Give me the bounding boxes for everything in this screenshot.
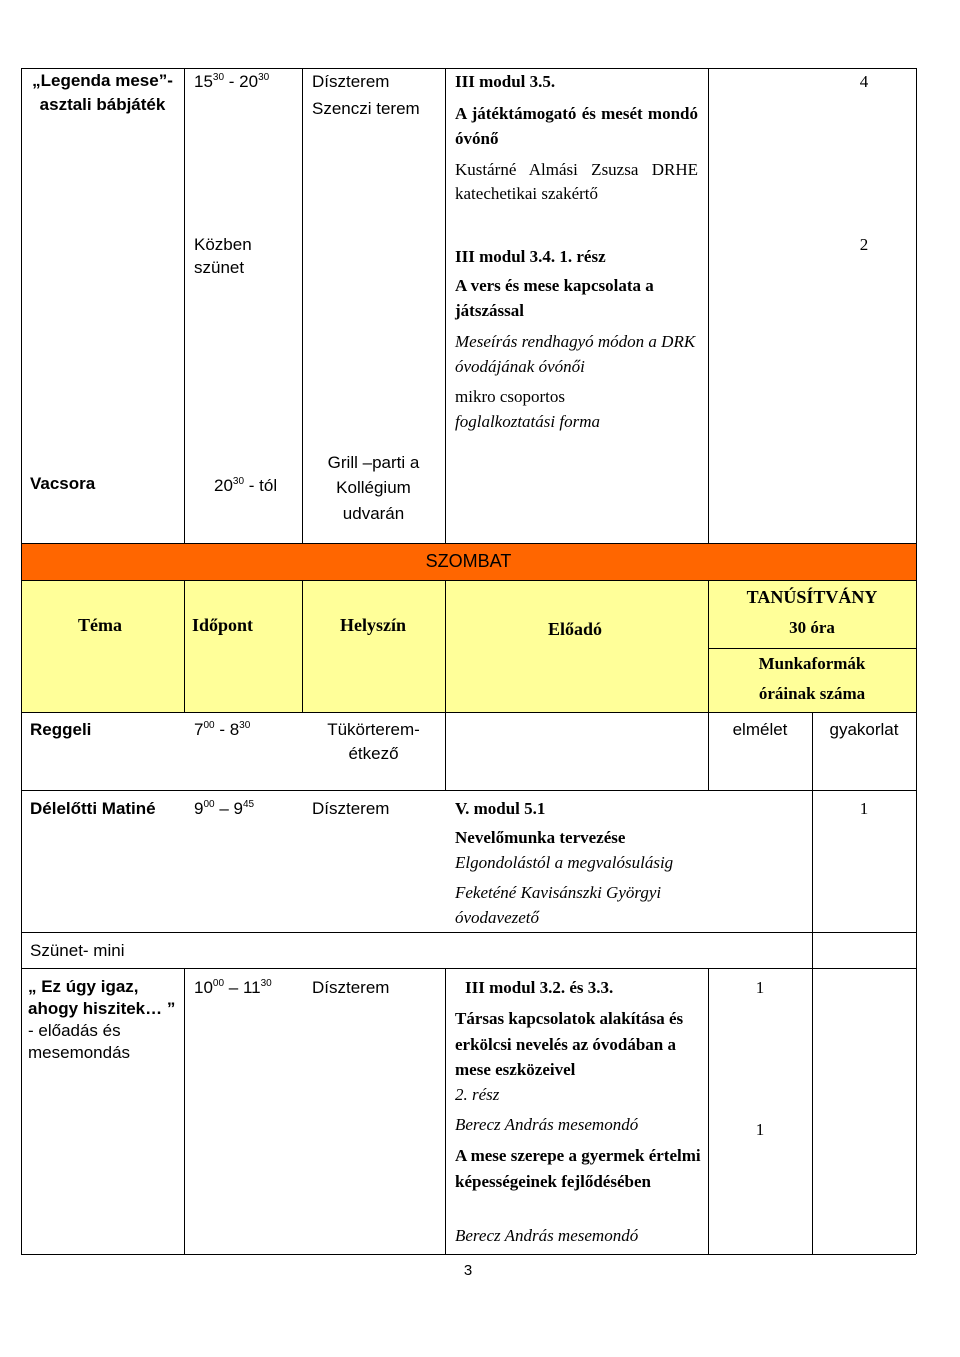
page-number: 3 <box>463 1262 473 1279</box>
row1-time: $15^{30} - 20^{30}$ <box>194 72 270 91</box>
matine-module: V. modul 5.1 <box>455 799 546 818</box>
reggeli-tema: Reggeli <box>30 720 92 739</box>
table-left-border <box>21 68 22 1254</box>
matine-time: $9^{00} - 9^{45}$ <box>194 799 255 818</box>
reggeli-time: $7^{00} - 8^{30}$ <box>194 720 251 739</box>
row2-hours: 2 <box>859 235 869 254</box>
col-divider <box>302 580 303 712</box>
last-time: $10^{00} - 11^{30}$ <box>194 978 272 997</box>
col-divider <box>445 68 446 543</box>
row3-place-2: Kollégium <box>336 478 411 497</box>
row3-time: $20^{30}$ - tól <box>214 476 278 495</box>
row-divider <box>21 712 916 713</box>
header-cert: TANÚSÍTVÁNY <box>746 587 878 607</box>
row-divider <box>21 968 916 969</box>
reggeli-place-1: Tükörterem- <box>327 720 420 739</box>
reggeli-place-2: étkező <box>348 744 399 763</box>
row3-place-3: udvarán <box>342 504 405 523</box>
last-presenter-1: Berecz András mesemondó <box>455 1115 639 1134</box>
col-divider <box>184 968 185 1254</box>
row-divider <box>21 543 916 544</box>
col-divider <box>184 580 185 712</box>
last-presenter-2: Berecz András mesemondó <box>455 1226 639 1245</box>
row2-form-a: mikro csoportos <box>455 387 566 406</box>
row-divider <box>21 790 916 791</box>
row1-place-2: Szenczi terem <box>312 99 420 118</box>
row2-form-b: foglalkoztatási forma <box>455 412 600 431</box>
last-tema-title: „ Ez úgy igaz, ahogy hiszitek… ” <box>28 977 176 1018</box>
row-divider <box>21 932 916 933</box>
row1-module: III modul 3.5. <box>455 72 556 91</box>
matine-hours: 1 <box>859 799 869 818</box>
row2-desc: Meseírás rendhagyó módon a DRK óvodájának óvónői <box>455 332 696 376</box>
row1-tema: „Legenda mese”- asztali bábjáték <box>32 71 173 114</box>
matine-title: Nevelőmunka tervezése <box>455 828 626 847</box>
matine-desc: Elgondolástól a megvalósulásig <box>455 853 674 872</box>
col-divider <box>708 968 709 1254</box>
row3-tema: Vacsora <box>30 474 96 493</box>
row1-title: A játéktámogató és mesét mondó óvónő <box>455 104 698 148</box>
col-divider <box>184 68 185 543</box>
reggeli-practice: gyakorlat <box>829 720 899 739</box>
last-title-1: Társas kapcsolatok alakítása és erkölcsi nevelés az óvodában a mese eszközeivel <box>455 1009 684 1079</box>
last-hours-a: 1 <box>755 978 765 997</box>
last-place: Díszterem <box>312 978 390 997</box>
header-idopont: Időpont <box>192 615 254 635</box>
last-hours-b: 1 <box>755 1120 765 1139</box>
row1-presenter: Kustárné Almási Zsuzsa DRHE katechetikai szakértő <box>455 160 698 203</box>
matine-tema: Délelőtti Matiné <box>30 799 156 818</box>
header-work-forms: Munkaformák <box>758 654 866 673</box>
row2-module: III modul 3.4. 1. rész <box>455 247 606 266</box>
row1-hours: 4 <box>859 72 869 91</box>
header-helyszin: Helyszín <box>340 615 406 635</box>
col-divider <box>445 580 446 790</box>
row3-place-1: Grill –parti a <box>327 453 420 472</box>
saturday-label: SZOMBAT <box>425 551 512 571</box>
row2-time-1: Közben <box>194 235 252 254</box>
last-module: III modul 3.2. és 3.3. <box>465 978 614 997</box>
header-work-hours: óráinak száma <box>758 684 866 703</box>
row2-title: A vers és mese kapcsolata a játszással <box>455 276 654 320</box>
last-part: 2. rész <box>455 1085 500 1104</box>
header-hours-total: 30 óra <box>789 618 835 637</box>
header-eloado: Előadó <box>548 619 603 639</box>
col-divider <box>708 68 709 543</box>
table-right-border <box>916 68 917 1254</box>
matine-place: Díszterem <box>312 799 390 818</box>
row2-time-2: szünet <box>194 258 245 277</box>
row-divider <box>21 580 916 581</box>
col-divider <box>812 790 813 1254</box>
header-tema: Téma <box>78 615 122 635</box>
szunet-label: Szünet- mini <box>30 941 125 960</box>
col-divider <box>445 968 446 1254</box>
table-bottom-border <box>21 1254 916 1255</box>
reggeli-theory: elmélet <box>732 720 788 739</box>
row1-place-1: Díszterem <box>312 72 390 91</box>
last-title-2: A mese szerepe a gyermek értelmi képességeinek fejlődésében <box>455 1146 701 1191</box>
row-divider <box>708 648 916 649</box>
last-tema-sub: - előadás és mesemondás <box>28 1021 131 1062</box>
matine-presenter: Feketéné Kavisánszki Györgyi óvodavezető <box>455 883 662 927</box>
